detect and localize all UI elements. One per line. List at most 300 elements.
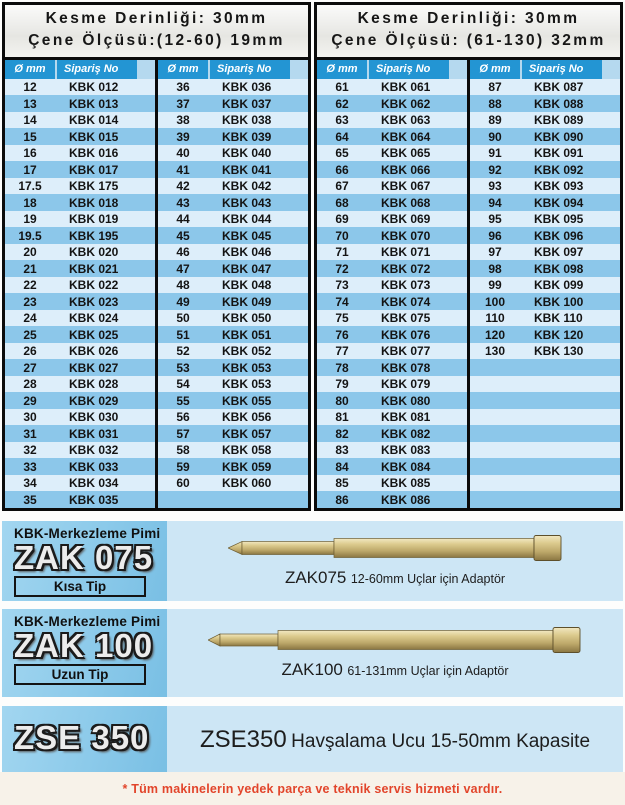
table-row [158,194,308,211]
diameter-cell: 88 [488,96,502,111]
table-row [317,112,467,129]
diameter-cell: 95 [488,212,502,227]
diameter-cell: 84 [335,459,349,474]
order-no-cell: KBK 080 [381,393,431,408]
order-no-cell: KBK 050 [222,311,272,326]
order-no-cell: KBK 073 [381,278,431,293]
order-no-cell: KBK 100 [534,294,584,309]
footer-strip [0,772,625,805]
product-category: KBK-Merkezleme Pimi [14,525,161,541]
product-caption [285,568,505,588]
table-row [317,293,467,310]
product-caption-code: ZAK100 [281,660,343,680]
diameter-cell: 45 [176,228,190,243]
order-no-cell: KBK 030 [69,410,119,425]
table-row [470,475,620,492]
table-row [470,178,620,195]
order-no-cell: KBK 098 [534,261,584,276]
table-row [470,392,620,409]
table-row [5,359,155,376]
table-row [317,145,467,162]
table-row [5,194,155,211]
diameter-cell: 41 [176,162,190,177]
order-no-cell: KBK 052 [222,344,272,359]
diameter-cell: 36 [176,80,190,95]
order-no-cell: KBK 110 [534,311,583,326]
table-body [5,79,155,508]
order-no-cell: KBK 053 [222,377,272,392]
diameter-cell: 67 [335,179,349,194]
table-row [5,260,155,277]
diameter-column-header: Ø mm [470,60,520,79]
diameter-cell: 93 [488,179,502,194]
product-model: ZSE 350 [14,718,150,756]
diameter-cell: 61 [335,80,349,95]
table-row [158,244,308,261]
order-no-cell: KBK 045 [222,228,272,243]
product-block-zak075 [2,521,623,601]
diameter-cell: 29 [23,393,37,408]
order-no-cell: KBK 093 [534,179,584,194]
table-row [5,227,155,244]
order-no-cell: KBK 012 [69,80,119,95]
table-row [470,359,620,376]
table-row [5,475,155,492]
table-row [317,392,467,409]
diameter-cell: 51 [176,327,190,342]
diameter-cell: 120 [484,327,506,342]
table-row [5,128,155,145]
panel-61-130 [314,2,623,511]
diameter-cell: 86 [335,492,349,507]
order-no-cell: KBK 040 [222,146,272,161]
product-caption [200,726,590,754]
table-row [5,211,155,228]
table-row [5,277,155,294]
table-row [470,260,620,277]
table-row [470,277,620,294]
table-row [5,244,155,261]
diameter-cell: 74 [335,294,349,309]
table-row [470,128,620,145]
order-no-cell: KBK 066 [381,162,431,177]
table-row [158,178,308,195]
table-row [158,458,308,475]
order-no-cell: KBK 064 [381,129,431,144]
order-no-cell: KBK 032 [69,443,119,458]
order-no-cell: KBK 058 [222,443,272,458]
diameter-cell: 62 [335,96,349,111]
table-row [470,458,620,475]
product-caption-text: 61-131mm Uçlar için Adaptör [347,664,509,679]
order-no-cell: KBK 074 [381,294,431,309]
table-row [317,376,467,393]
diameter-cell: 43 [176,195,190,210]
diameter-cell: 31 [23,426,37,441]
table-row [317,277,467,294]
order-no-cell: KBK 081 [381,410,431,425]
order-no-cell: KBK 048 [222,278,272,293]
table-row [158,425,308,442]
table-row [317,178,467,195]
diameter-cell: 92 [488,162,502,177]
table-row [470,194,620,211]
diameter-cell: 96 [488,228,502,243]
order-no-cell: KBK 013 [69,96,119,111]
diameter-cell: 91 [488,146,502,161]
product-block-zse350 [2,706,623,775]
order-no-cell: KBK 041 [222,162,272,177]
diameter-cell: 19.5 [18,228,42,243]
table-row [158,227,308,244]
table-row [158,359,308,376]
order-no-cell: KBK 023 [69,294,119,309]
table-row [158,145,308,162]
table-row [317,458,467,475]
table-row [317,128,467,145]
diameter-cell: 42 [176,179,190,194]
table-row [317,343,467,360]
table-row [158,260,308,277]
table-row [470,145,620,162]
diameter-cell: 63 [335,113,349,128]
table-row [317,425,467,442]
table-row [158,326,308,343]
diameter-cell: 21 [23,261,37,276]
diameter-cell: 49 [176,294,190,309]
table-body [317,79,467,508]
diameter-cell: 28 [23,377,37,392]
table-row [317,211,467,228]
diameter-cell: 73 [335,278,349,293]
table-row [158,112,308,129]
order-no-cell: KBK 057 [222,426,272,441]
table-row [470,491,620,508]
diameter-cell: 17 [23,162,37,177]
diameter-cell: 70 [335,228,349,243]
order-table-12-35 [5,60,155,508]
table-row [5,458,155,475]
order-table-87-130 [470,60,620,508]
diameter-cell: 77 [335,344,349,359]
table-row [158,392,308,409]
table-row [5,442,155,459]
product-category: KBK-Merkezleme Pimi [14,613,161,629]
panel-title-12-60 [5,5,308,60]
table-row [5,491,155,508]
table-row [158,277,308,294]
order-no-cell: KBK 094 [534,195,584,210]
table-row [5,392,155,409]
order-no-cell: KBK 059 [222,459,272,474]
table-row [158,293,308,310]
order-no-cell: KBK 070 [381,228,431,243]
order-no-cell: KBK 015 [69,129,119,144]
table-row [470,326,620,343]
diameter-cell: 46 [176,245,190,260]
diameter-cell: 19 [23,212,37,227]
table-row [317,475,467,492]
diameter-cell: 68 [335,195,349,210]
diameter-cell: 33 [23,459,37,474]
table-row [5,112,155,129]
diameter-cell: 87 [488,80,502,95]
products-section [0,511,625,775]
order-no-cell: KBK 130 [534,344,584,359]
diameter-cell: 60 [176,476,190,491]
diameter-cell: 59 [176,459,190,474]
table-row [5,95,155,112]
table-row [317,442,467,459]
table-row [158,475,308,492]
diameter-cell: 17.5 [18,179,42,194]
diameter-column-header: Ø mm [317,60,367,79]
order-no-cell: KBK 078 [381,360,431,375]
diameter-cell: 85 [335,476,349,491]
product-type-badge: Kısa Tip [14,576,146,597]
table-row [158,442,308,459]
order-no-cell: KBK 088 [534,96,584,111]
order-no-cell: KBK 053 [222,360,272,375]
table-row [5,293,155,310]
order-no-cell: KBK 035 [69,492,119,507]
diameter-cell: 22 [23,278,37,293]
order-no-cell: KBK 036 [222,80,272,95]
diameter-cell: 80 [335,393,349,408]
order-no-column-header: Sipariş No [57,60,137,79]
table-row [470,79,620,96]
table-row [158,491,308,508]
order-no-cell: KBK 024 [69,311,119,326]
table-row [317,326,467,343]
diameter-cell: 97 [488,245,502,260]
product-caption-text: 12-60mm Uçlar için Adaptör [350,572,506,587]
table-row [158,211,308,228]
order-no-cell: KBK 079 [381,377,431,392]
order-no-cell: KBK 031 [69,426,119,441]
table-row [158,376,308,393]
order-no-cell: KBK 039 [222,129,272,144]
diameter-cell: 12 [23,80,37,95]
diameter-cell: 90 [488,129,502,144]
diameter-cell: 82 [335,426,349,441]
diameter-cell: 75 [335,311,349,326]
diameter-cell: 47 [176,261,190,276]
order-no-cell: KBK 025 [69,327,119,342]
order-no-cell: KBK 019 [69,212,119,227]
table-row [158,310,308,327]
table-row [317,359,467,376]
order-table-61-86 [317,60,467,508]
order-no-cell: KBK 072 [381,261,431,276]
order-no-cell: KBK 043 [222,195,272,210]
order-no-cell: KBK 076 [381,327,431,342]
product-card-zse350 [2,706,167,775]
diameter-cell: 94 [488,195,502,210]
diameter-cell: 38 [176,113,190,128]
table-row [158,79,308,96]
diameter-cell: 34 [23,476,37,491]
diameter-cell: 76 [335,327,349,342]
order-no-cell: KBK 092 [534,162,584,177]
order-no-cell: KBK 068 [381,195,431,210]
table-row [317,95,467,112]
table-row [317,161,467,178]
order-no-cell: KBK 089 [534,113,584,128]
panel-title-line1: Kesme Derinliği: 30mm [357,10,580,27]
diameter-cell: 13 [23,96,37,111]
diameter-cell: 64 [335,129,349,144]
order-no-cell: KBK 016 [69,146,119,161]
table-row [317,409,467,426]
diameter-cell: 53 [176,360,190,375]
table-header-row [158,60,308,79]
order-no-cell: KBK 175 [69,179,119,194]
diameter-cell: 56 [176,410,190,425]
order-no-cell: KBK 022 [69,278,119,293]
diameter-cell: 24 [23,311,37,326]
table-row [5,161,155,178]
order-no-cell: KBK 021 [69,261,119,276]
table-row [470,161,620,178]
diameter-cell: 78 [335,360,349,375]
table-row [5,310,155,327]
panel-title-line1: Kesme Derinliği: 30mm [45,10,268,27]
order-no-cell: KBK 087 [534,80,584,95]
diameter-cell: 81 [335,410,349,425]
table-row [470,112,620,129]
order-no-cell: KBK 033 [69,459,119,474]
order-no-cell: KBK 051 [222,327,272,342]
order-no-cell: KBK 037 [222,96,272,111]
order-no-cell: KBK 028 [69,377,119,392]
order-no-cell: KBK 085 [381,476,431,491]
order-no-cell: KBK 084 [381,459,431,474]
diameter-cell: 83 [335,443,349,458]
diameter-cell: 71 [335,245,349,260]
diameter-cell: 50 [176,311,190,326]
table-header-row [470,60,620,79]
panel-body [317,60,620,508]
table-row [317,260,467,277]
panel-title-61-130 [317,5,620,60]
diameter-cell: 98 [488,261,502,276]
order-table-36-60 [158,60,308,508]
product-model: ZAK 075 [14,538,154,576]
table-row [470,409,620,426]
diameter-cell: 32 [23,443,37,458]
diameter-column-header: Ø mm [158,60,208,79]
table-row [5,376,155,393]
order-no-cell: KBK 077 [381,344,431,359]
order-no-cell: KBK 046 [222,245,272,260]
panel-title-line2: Çene Ölçüsü: (61-130) 32mm [331,32,606,50]
table-row [470,95,620,112]
table-row [158,95,308,112]
order-no-cell: KBK 056 [222,410,272,425]
order-no-cell: KBK 195 [69,228,119,243]
diameter-cell: 52 [176,344,190,359]
pin-image-zak100 [208,625,583,655]
order-no-column-header: Sipariş No [369,60,449,79]
order-no-cell: KBK 090 [534,129,584,144]
diameter-cell: 79 [335,377,349,392]
product-type-badge: Uzun Tip [14,664,146,685]
diameter-cell: 37 [176,96,190,111]
order-no-cell: KBK 091 [534,146,584,161]
panel-12-60 [2,2,311,511]
product-model: ZAK 100 [14,626,154,664]
table-row [470,310,620,327]
order-no-cell: KBK 034 [69,476,119,491]
diameter-cell: 58 [176,443,190,458]
table-header-row [317,60,467,79]
diameter-cell: 89 [488,113,502,128]
order-no-cell: KBK 027 [69,360,119,375]
table-row [5,178,155,195]
order-no-cell: KBK 044 [222,212,272,227]
order-no-cell: KBK 099 [534,278,584,293]
diameter-cell: 57 [176,426,190,441]
diameter-cell: 44 [176,212,190,227]
diameter-cell: 54 [176,377,190,392]
product-card-zak100 [2,609,167,697]
product-caption [281,660,508,680]
table-row [470,211,620,228]
order-no-cell: KBK 095 [534,212,584,227]
order-no-cell: KBK 029 [69,393,119,408]
table-row [470,227,620,244]
order-no-cell: KBK 067 [381,179,431,194]
table-row [317,227,467,244]
table-row [470,293,620,310]
table-body [158,79,308,508]
order-no-cell: KBK 096 [534,228,584,243]
order-no-cell: KBK 062 [381,96,431,111]
diameter-cell: 20 [23,245,37,260]
product-card-zak075 [2,521,167,601]
table-row [158,128,308,145]
panel-body [5,60,308,508]
diameter-cell: 14 [23,113,37,128]
order-no-cell: KBK 049 [222,294,272,309]
table-row [158,161,308,178]
pin-image-zak075 [228,533,563,563]
order-no-cell: KBK 075 [381,311,431,326]
service-note: * Tüm makinelerin yedek parça ve teknik servis hizmeti vardır. [122,781,503,796]
table-header-row [5,60,155,79]
diameter-cell: 15 [23,129,37,144]
order-no-cell: KBK 086 [381,492,431,507]
diameter-cell: 99 [488,278,502,293]
product-illustration-area [167,521,623,601]
diameter-cell: 23 [23,294,37,309]
diameter-cell: 39 [176,129,190,144]
table-row [5,409,155,426]
diameter-cell: 65 [335,146,349,161]
table-row [317,194,467,211]
diameter-cell: 66 [335,162,349,177]
order-no-cell: KBK 055 [222,393,272,408]
table-body [470,79,620,508]
product-caption-area [167,706,623,775]
diameter-cell: 30 [23,410,37,425]
order-no-cell: KBK 017 [69,162,119,177]
order-no-cell: KBK 082 [381,426,431,441]
order-no-cell: KBK 020 [69,245,119,260]
table-row [317,310,467,327]
diameter-cell: 110 [485,311,505,326]
